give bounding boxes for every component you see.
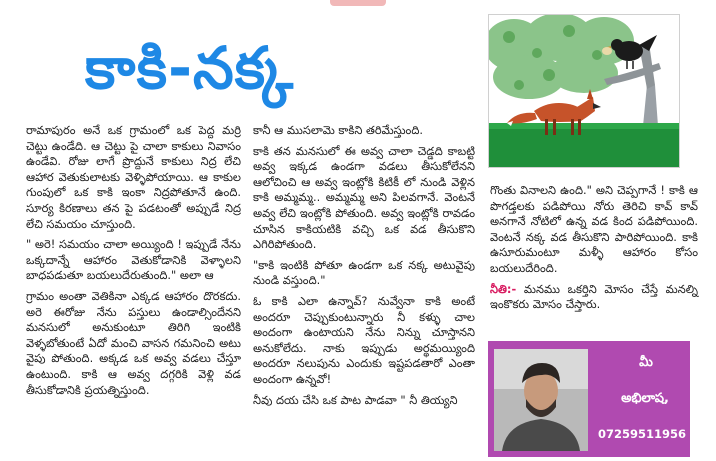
- story-paragraph: గ్రామం అంతా వెతికినా ఎక్కడ ఆహారం దొరకదు. అరె ఈరోజు నేను పస్తులు ఉండాల్సిందేనని మనసులో అనుకుంటూ తిరిగి ఇంటికి వెళ్ళబోతుంటే ఏదో మంచి వాసన గమనించి అటు వైపు పోతుంది. అక్కడ ఒక అవ్వ వడలు చేస్తూ ఉంటుంది. కాకి ఆ అవ్వ దగ్గరికి వెళ్లి వడ తీసుకోడానికి ప్రయత్నిస్తుంది.: [26, 288, 241, 397]
- author-photo-icon: [494, 349, 588, 451]
- crow-fox-illustration: [489, 15, 679, 167]
- moral-text: మనము ఒకర్తిని మోసం చేస్తే మనల్ని ఇంకొకరు మోసం చేస్తారు.: [490, 281, 698, 312]
- author-name: అభిలాష,: [621, 391, 669, 406]
- masthead-logo-strip: [330, 0, 386, 6]
- story-column-2: [253, 123, 475, 413]
- story-column-3: [490, 183, 698, 318]
- author-photo: [494, 349, 588, 451]
- story-column-1: [26, 123, 241, 403]
- story-paragraph: కాకి తన మనసులో ఈ అవ్వ చాలా చెడ్డది కాబట్టి అవ్వ ఇక్కడ ఉండగా వడలు తీసుకోలేనని ఆలోచించి ఆ అవ్వ ఇంట్లోకి కిటికీ లో నుండి వెళ్లిన కాకి అమ్మమ్మ.. అమ్మమ్మ అని పిలవగానే. వెంటనే అవ్వ లేచి ఇంట్లోకి పోతుంది. అవ్వ ఇంట్లోకి రావడం చూసిన కాకియటికి వచ్చి ఒక వడ తీసుకొని ఎగిరిపోతుంది.: [253, 143, 475, 252]
- author-phone: 07259511956: [597, 427, 687, 441]
- story-paragraph: ఓ కాకి ఎలా ఉన్నావ్? నువ్వేనా కాకి అంటే అందరూ చెప్పుకుంటున్నారు నీ కళ్ళు చాల అందంగా ఉంటాయని నేను నిన్ను చూస్తానని అనుకోలేదు. నాకు ఇప్పుడు అర్థమయ్యింది అందరూ నలుపును ఎందుకు ఇష్టపడతారో ఎంతా అందంగా ఉన్నవో!: [253, 293, 475, 386]
- story-paragraph: " అరె! సమయం చాలా అయ్యింది ! ఇప్పుడే నేను ఒక్కదాన్నే ఆహారం వెతుకోడానికి వెళ్ళాలని బాధపడుతూ బయలుదేరుతుంది." అలా ఆ: [26, 237, 241, 283]
- story-moral: [490, 282, 698, 313]
- moral-label: నీతి:-: [490, 281, 517, 296]
- author-greeting: మీ: [639, 355, 653, 370]
- story-paragraph: గొంతు వినాలని ఉంది." అని చెప్పగానే ! కాకి ఆ పొగడ్తలకు పడిపోయి నోరు తెరిచి కావ్ కావ్ అనగానే నోటిలో ఉన్న వడ కింద పడిపోయింది. వెంటనే నక్క వడ తీసుకొని పారిపోయింది. కాకి ఉసూరుమంటూ మళ్ళీ ఆహారం కోసం బయలుదేరింది.: [490, 183, 698, 275]
- story-paragraph: రామాపురం అనే ఒక గ్రామంలో ఒక పెద్ద మర్రి చెట్టు ఉండేది. ఆ చెట్టు పై చాలా కాకులు నివాసం ఉండేవి. రోజు లాగే ప్రొద్దునే కాకులు నిద్ర లేచి ఆహార వెతుకులాటకు వెళ్ళిపోయాయి. ఆ కాకుల గుంపులో ఒక కాకి ఇంకా నిద్రపోతూనే ఉంది. సూర్య కిరణాలు తన పై పడటంతో అప్పుడే నిద్ర లేచి సమయం చూస్తుంది.: [26, 123, 241, 231]
- story-paragraph: "కాకి ఇంటికి పోతూ ఉండగా ఒక నక్క అటువైపు నుండి వస్తుంది.": [253, 257, 475, 288]
- story-illustration: [488, 14, 680, 168]
- story-title: కాకి-నక్క: [85, 34, 295, 102]
- author-card: [488, 341, 690, 457]
- story-paragraph: కానీ ఆ ముసలామె కాకిని తరిమేస్తుంది.: [253, 123, 423, 137]
- story-paragraph: నీవు దయ చేసి ఒక పాట పాడవా " నీ తియ్యని: [253, 392, 458, 407]
